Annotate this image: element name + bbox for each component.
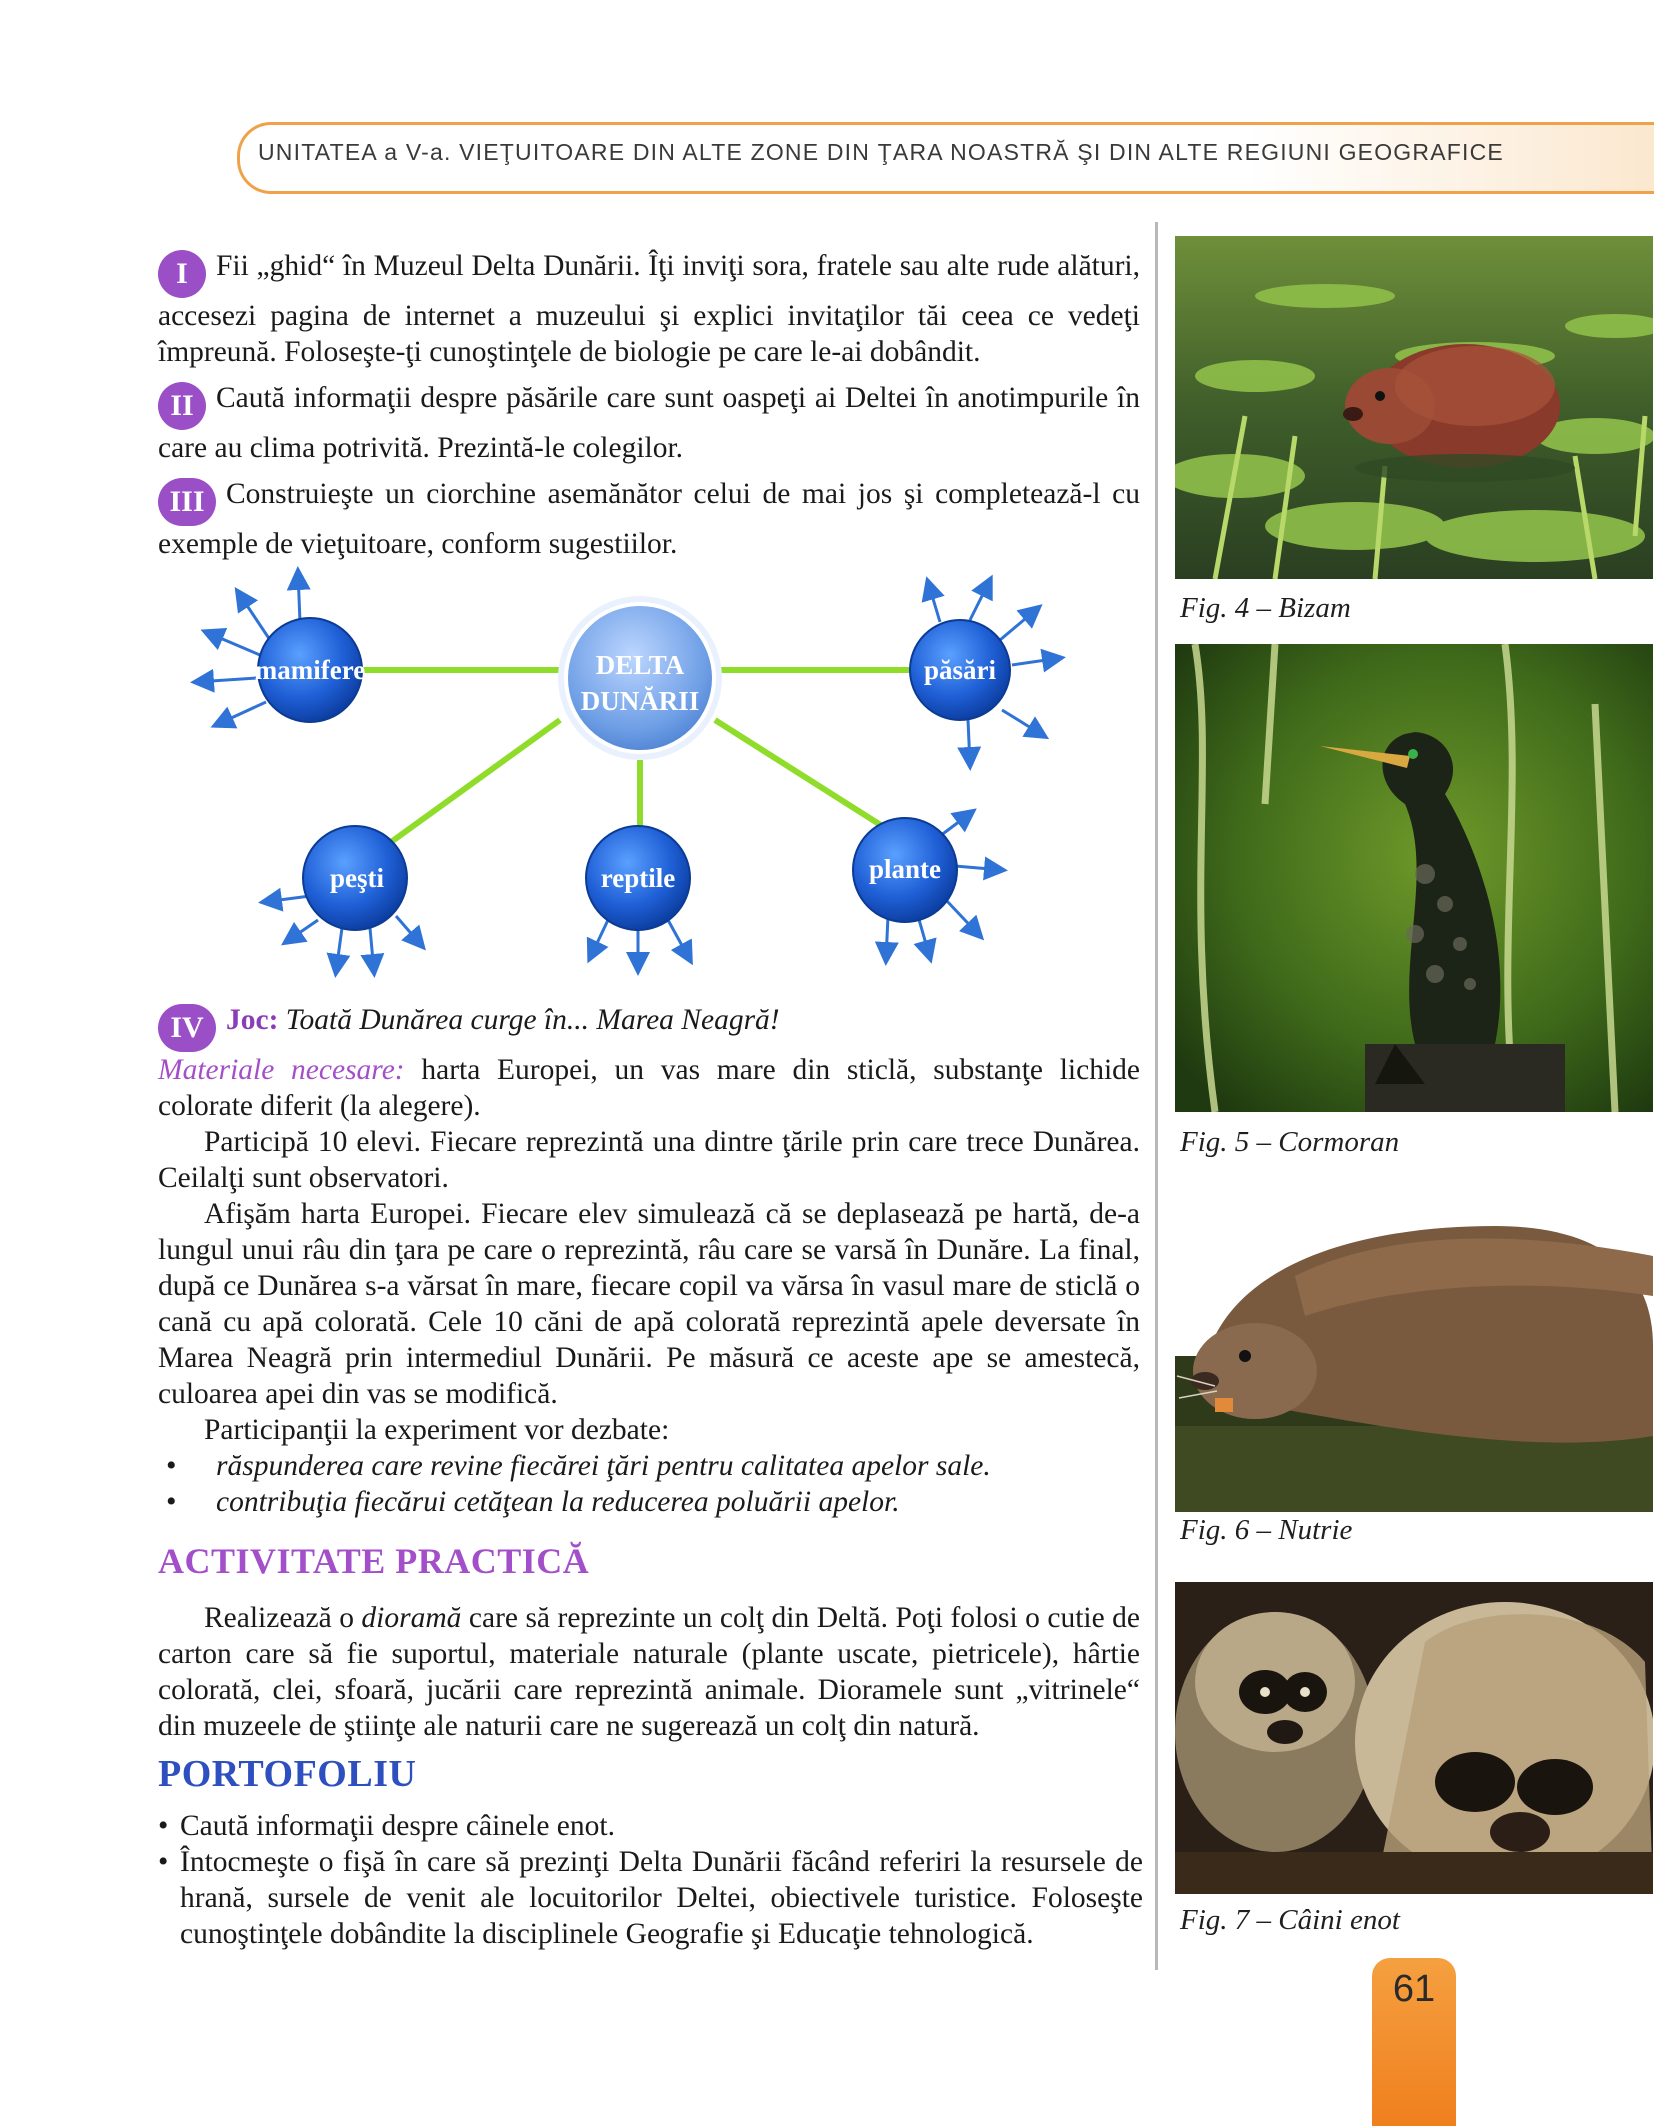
bullet-dot: •	[166, 1485, 177, 1518]
node-label-pasari: păsări	[923, 655, 997, 685]
figure-caption: Fig. 5 – Cormoran	[1180, 1126, 1400, 1158]
task-number-badge: II	[158, 382, 206, 430]
game-label: Joc:	[226, 1004, 279, 1036]
node-label-reptile: reptile	[600, 863, 676, 893]
center-label-line2: DUNĂRII	[580, 686, 700, 716]
figure-caption: Fig. 7 – Câini enot	[1180, 1904, 1400, 1936]
figure-caption: Fig. 4 – Bizam	[1180, 592, 1351, 624]
bullet-dot: •	[158, 1846, 169, 1878]
materials-label: Materiale necesare:	[158, 1054, 405, 1086]
practical-text-start: Realizează o	[204, 1602, 362, 1634]
center-label-line1: DELTA	[595, 650, 685, 680]
photo-raccoon-dogs	[1175, 1582, 1653, 1894]
task-1	[158, 248, 1140, 370]
figure-caption: Fig. 6 – Nutrie	[1180, 1514, 1353, 1546]
task-3	[158, 476, 1140, 562]
task-text: Caută informaţii despre păsările care sunt oaspeţi ai Deltei în anotimpurile în care au clima potrivită. Prezintă-le colegilor.	[158, 382, 1140, 464]
materials-text: harta Europei, un vas mare din sticlă, substanţe lichide colorate diferit (la alegere).	[158, 1054, 1141, 1122]
portfolio-title: PORTOFOLIU	[158, 1753, 417, 1795]
bullet-dot: •	[158, 1810, 169, 1842]
node-label-pesti: peşti	[330, 863, 384, 893]
task-number-badge: III	[158, 478, 216, 526]
practical-text-term: dioramă	[361, 1602, 462, 1634]
portfolio-item	[158, 1808, 1143, 1844]
photo-muskrat	[1175, 236, 1653, 579]
bullet-dot: •	[166, 1449, 177, 1482]
node-label-mamifere: mamifere	[254, 655, 366, 685]
task-text: Construieşte un ciorchine asemănător celui de mai jos şi completează-l cu exemple de vieţuitoare, conform sugestiilor.	[158, 478, 1140, 560]
game-heading	[158, 1002, 1140, 1052]
task-number-badge: IV	[158, 1004, 216, 1052]
portfolio-item-text: Întocmeşte o fişă în care să prezinţi Delta Dunării făcând referiri la resursele de hrană, sursele de venit ale locuitorilor Deltei, obiectivele turistice. Foloseşte cunoştinţele dobândite la disciplinele Geografie şi Educaţie tehnologică.	[180, 1846, 1143, 1950]
task-2	[158, 380, 1140, 466]
portfolio-item	[158, 1844, 1143, 1952]
portfolio-item-text: Caută informaţii despre câinele enot.	[180, 1810, 615, 1842]
practical-title: ACTIVITATE PRACTICĂ	[158, 1541, 590, 1581]
unit-title: UNITATEA a V-a. VIEŢUITOARE DIN ALTE ZONE DIN ŢARA NOASTRĂ ŞI DIN ALTE REGIUNI GEOGRAFICE	[258, 139, 1504, 165]
bullet-text: răspunderea care revine fiecărei ţări pentru calitatea apelor sale.	[216, 1450, 991, 1482]
game-paragraph-3: Participanţii la experiment vor dezbate:	[204, 1414, 670, 1446]
photo-cormorant	[1175, 644, 1653, 1112]
game-materials	[158, 1052, 1140, 1124]
practical-text-end: care să reprezinte un colţ din Deltă. Poţi folosi o cutie de carton care să fie suportul, materiale naturale (plante uscate, pietricele), hârtie colorată, clei, sfoară, jucării care reprezintă animale. Dioramele sunt „vitrinele“ din muzeele de ştiinţe ale naturii care ne sugerează un colţ din natură.	[158, 1602, 1140, 1742]
column-divider	[1155, 222, 1158, 1970]
bullet-text: contribuţia fiecărui cetăţean la reducerea poluării apelor.	[216, 1486, 900, 1518]
task-number-badge: I	[158, 250, 206, 298]
page-number: 61	[1392, 1968, 1436, 2010]
photo-nutria	[1175, 1186, 1653, 1512]
cluster-diagram	[160, 560, 1140, 990]
game-paragraph-1: Participă 10 elevi. Fiecare reprezintă una dintre ţările prin care trece Dunărea. Ceilalţi sunt observatori.	[158, 1126, 1140, 1194]
game-title: Toată Dunărea curge în... Marea Neagră!	[285, 1004, 780, 1036]
task-text: Fii „ghid“ în Muzeul Delta Dunării. Îţi inviţi sora, fratele sau alte rude alături, accesezi pagina de internet a muzeului şi explici invitaţilor tăi ceea ce vedeţi împreună. Foloseşte-ţi cunoştinţele de biologie pe care le-ai dobândit.	[158, 250, 1140, 368]
game-paragraph-2: Afişăm harta Europei. Fiecare elev simulează că se deplasează pe hartă, de-a lungul unui râu din ţara pe care o reprezintă, râu care se varsă în Dunăre. La final, după ce Dunărea s-a vărsat în mare, fiecare copil va vărsa în vasul mare de sticlă o cană cu apă colorată. Cele 10 căni de apă colorată reprezintă apele deversate în Marea Neagră prin intermediul Dunării. Pe măsură ce aceste ape se amestecă, culoarea apei din vas se modifică.	[158, 1198, 1140, 1410]
practical-text	[158, 1600, 1140, 1744]
node-label-plante: plante	[868, 854, 942, 884]
